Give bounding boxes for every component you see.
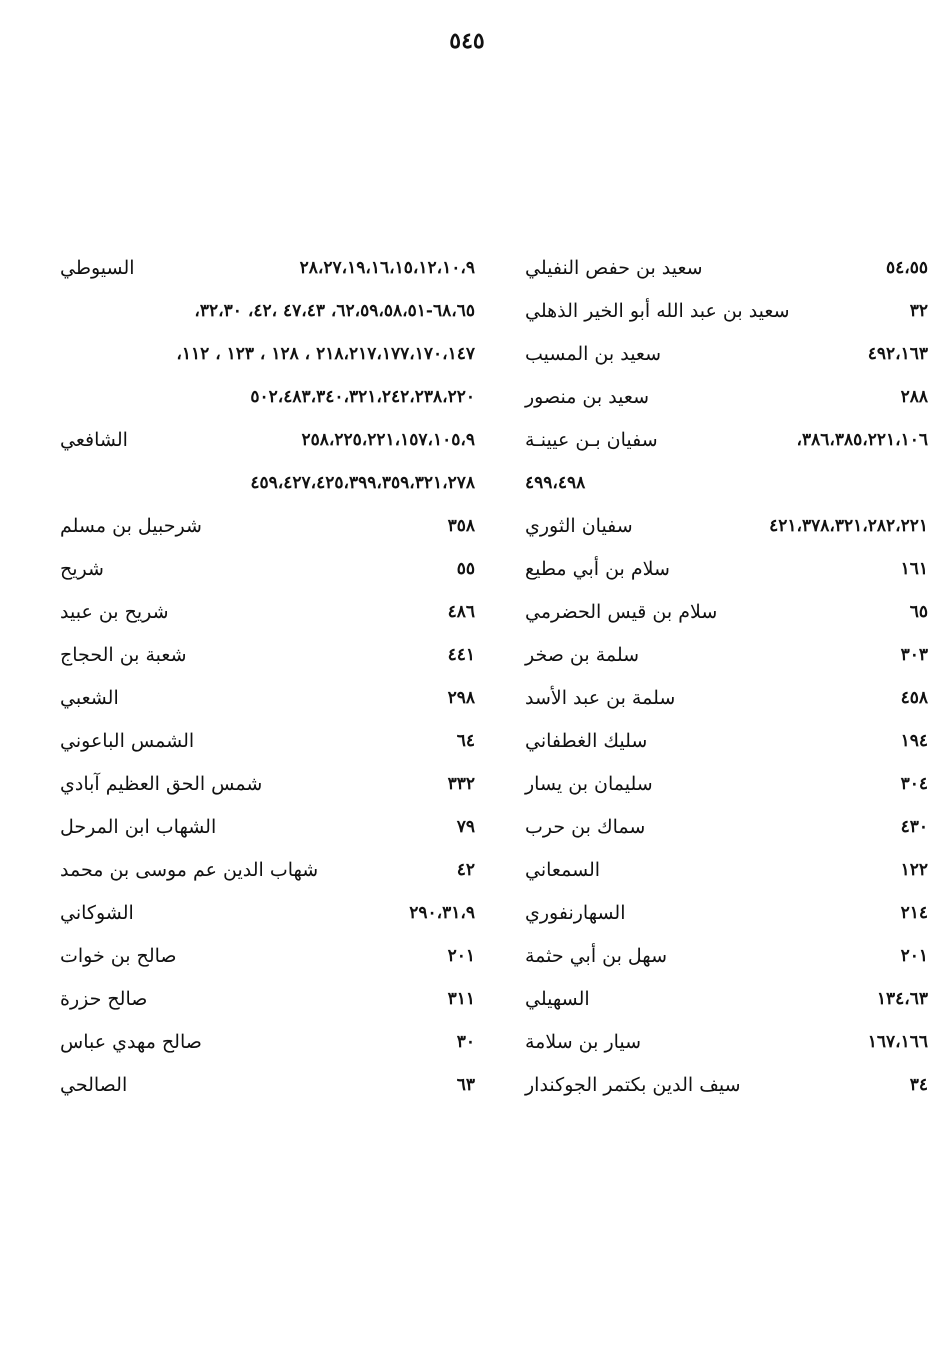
index-entry bbox=[525, 848, 928, 891]
entry-page-refs: ٤٢ bbox=[456, 859, 475, 880]
entry-name: السمعاني bbox=[525, 858, 601, 881]
entry-page-refs: ٣٢ bbox=[909, 300, 928, 321]
entry-name: سعيد بن منصور bbox=[525, 385, 650, 408]
entry-name: سهل بن أبي حثمة bbox=[525, 944, 667, 967]
index-entry bbox=[60, 547, 475, 590]
entry-name: صالح حزرة bbox=[60, 987, 148, 1010]
index-entry bbox=[525, 461, 928, 504]
entry-name: سعيد بن حفص النفيلي bbox=[525, 256, 703, 279]
index-entry bbox=[525, 676, 928, 719]
entry-name: سلام بن قيس الحضرمي bbox=[525, 600, 718, 623]
entry-page-refs: ٢١٤ bbox=[900, 902, 928, 923]
entry-page-refs: ٣٠٤ bbox=[900, 773, 928, 794]
entry-page-refs: ١٦٧،١٦٦ bbox=[867, 1031, 928, 1052]
entry-name: سفيان بـن عيينـة bbox=[525, 428, 658, 451]
entry-name: الشوكاني bbox=[60, 901, 134, 924]
index-entry bbox=[525, 1063, 928, 1106]
index-entry bbox=[60, 246, 475, 289]
entry-page-refs: ١٣٤،٦٣ bbox=[876, 988, 928, 1009]
index-entry bbox=[60, 848, 475, 891]
entry-page-refs: ٣٠٣ bbox=[900, 644, 928, 665]
index-entry bbox=[525, 805, 928, 848]
entry-name: الشافعي bbox=[60, 428, 128, 451]
index-entry bbox=[525, 633, 928, 676]
index-entry bbox=[525, 762, 928, 805]
entry-page-refs: ٣٣٢ bbox=[447, 773, 475, 794]
entry-page-refs: ٣٨٦،٣٨٥،٢٢١،١٠٦، bbox=[796, 429, 928, 450]
entry-name: صالح مهدي عباس bbox=[60, 1030, 202, 1053]
entry-name: شريح bbox=[60, 557, 104, 580]
entry-name: شعبة بن الحجاج bbox=[60, 643, 187, 666]
entry-name: السهيلي bbox=[525, 987, 590, 1010]
entry-name: صالح بن خوات bbox=[60, 944, 177, 967]
entry-name: سليمان بن يسار bbox=[525, 772, 653, 795]
index-entry bbox=[60, 504, 475, 547]
entry-page-refs: ٢٠١ bbox=[900, 945, 928, 966]
entry-page-refs: ٥٥ bbox=[456, 558, 475, 579]
index-entry bbox=[60, 461, 475, 504]
entry-page-refs: ٤٣٠ bbox=[900, 816, 928, 837]
index-entry bbox=[60, 633, 475, 676]
entry-page-refs: ٥٤،٥٥ bbox=[885, 257, 928, 278]
entry-page-refs: ٤٨٦ bbox=[447, 601, 475, 622]
entry-page-refs: ٢٥٨،٢٢٥،٢٢١،١٥٧،١٠٥،٩ bbox=[301, 429, 475, 450]
entry-name: شرحبيل بن مسلم bbox=[60, 514, 202, 537]
entry-name: سعيد بن المسيب bbox=[525, 342, 662, 365]
entry-page-refs: ٦٤ bbox=[456, 730, 475, 751]
entry-name: شمس الحق العظيم آبادي bbox=[60, 772, 263, 795]
index-entry bbox=[525, 504, 928, 547]
entry-name: الشهاب ابن المرحل bbox=[60, 815, 217, 838]
entry-page-refs: ٤٩٩،٤٩٨ bbox=[525, 472, 586, 493]
entry-page-refs: ٧٩ bbox=[456, 816, 475, 837]
index-entry bbox=[60, 590, 475, 633]
index-entry bbox=[60, 719, 475, 762]
entry-page-refs: ٤٤١ bbox=[447, 644, 475, 665]
index-entry bbox=[525, 289, 928, 332]
entry-page-refs: ٥٠٢،٤٨٣،٣٤٠،٣٢١،٢٤٢،٢٣٨،٢٢٠ bbox=[250, 386, 475, 407]
index-entry bbox=[60, 934, 475, 977]
entry-name: الشمس الباعوني bbox=[60, 729, 195, 752]
index-entry bbox=[525, 375, 928, 418]
index-entry bbox=[525, 332, 928, 375]
index-entry bbox=[60, 332, 475, 375]
entry-page-refs: ٤٩٢،١٦٣ bbox=[867, 343, 928, 364]
entry-page-refs: ٢١٨،٢١٧،١٧٧،١٧٠،١٤٧ ، ١٢٨ ، ١٢٣ ، ١١٢، bbox=[176, 343, 475, 364]
index-entry bbox=[60, 891, 475, 934]
index-entry bbox=[60, 762, 475, 805]
entry-page-refs: ٣٤ bbox=[909, 1074, 928, 1095]
index-entry bbox=[525, 246, 928, 289]
index-entry bbox=[525, 590, 928, 633]
entry-page-refs: ٣٥٨ bbox=[447, 515, 475, 536]
entry-name: سيار بن سلامة bbox=[525, 1030, 642, 1053]
index-entry bbox=[60, 805, 475, 848]
entry-page-refs: ٢٠١ bbox=[447, 945, 475, 966]
entry-name: سعيد بن عبد الله أبو الخير الذهلي bbox=[525, 299, 790, 322]
entry-name: السيوطي bbox=[60, 256, 135, 279]
entry-page-refs: ١٩٤ bbox=[900, 730, 928, 751]
index-entry bbox=[525, 934, 928, 977]
index-entry bbox=[60, 977, 475, 1020]
entry-name: سفيان الثوري bbox=[525, 514, 633, 537]
entry-name: الصالحي bbox=[60, 1073, 128, 1096]
entry-name: سلام بن أبي مطيع bbox=[525, 557, 670, 580]
entry-name: سلمة بن عبد الأسد bbox=[525, 686, 676, 709]
entry-name: سلمة بن صخر bbox=[525, 643, 640, 666]
page-number: ٥٤٥ bbox=[449, 28, 485, 54]
entry-page-refs: ٦٥ bbox=[909, 601, 928, 622]
entry-page-refs: ٤٥٨ bbox=[900, 687, 928, 708]
entry-page-refs: ٢٨٨ bbox=[900, 386, 928, 407]
entry-page-refs: ٢٨،٢٧،١٩،١٦،١٥،١٢،١٠،٩ bbox=[299, 257, 475, 278]
index-entry bbox=[525, 1020, 928, 1063]
entry-name: سيف الدين بكتمر الجوكندار bbox=[525, 1073, 741, 1096]
entry-name: شريح بن عبيد bbox=[60, 600, 169, 623]
index-column-left bbox=[60, 246, 475, 1106]
index-entry bbox=[525, 891, 928, 934]
entry-page-refs: ٣٠ bbox=[456, 1031, 475, 1052]
entry-name: سليك الغطفاني bbox=[525, 729, 648, 752]
index-entry bbox=[60, 676, 475, 719]
index-entry bbox=[60, 1020, 475, 1063]
index-entry bbox=[525, 719, 928, 762]
index-entry bbox=[525, 977, 928, 1020]
entry-page-refs: ٢٩٨ bbox=[447, 687, 475, 708]
entry-page-refs: ١٢٢ bbox=[900, 859, 928, 880]
index-entry bbox=[60, 289, 475, 332]
entry-page-refs: ٢٩٠،٣١،٩ bbox=[409, 902, 475, 923]
entry-page-refs: ٤٢١،٣٧٨،٣٢١،٢٨٢،٢٢١ bbox=[769, 515, 928, 536]
index-entry bbox=[60, 418, 475, 461]
index-entry bbox=[525, 418, 928, 461]
entry-name: شهاب الدين عم موسى بن محمد bbox=[60, 858, 319, 881]
entry-name: سماك بن حرب bbox=[525, 815, 646, 838]
entry-page-refs: ٣١١ bbox=[447, 988, 475, 1009]
index-entry bbox=[60, 1063, 475, 1106]
entry-page-refs: ١٦١ bbox=[900, 558, 928, 579]
entry-page-refs: ٦٨،٦٥-٦٢،٥٩،٥٨،٥١، ٤٧،٤٣ ،٤٢، ٣٢،٣٠، bbox=[194, 300, 475, 321]
entry-page-refs: ٦٣ bbox=[456, 1074, 475, 1095]
entry-page-refs: ٤٥٩،٤٢٧،٤٢٥،٣٩٩،٣٥٩،٣٢١،٢٧٨ bbox=[250, 472, 475, 493]
entry-name: الشعبي bbox=[60, 686, 119, 709]
index-entry bbox=[525, 547, 928, 590]
index-column-right bbox=[525, 246, 928, 1106]
index-entry bbox=[60, 375, 475, 418]
entry-name: السهارنفوري bbox=[525, 901, 626, 924]
